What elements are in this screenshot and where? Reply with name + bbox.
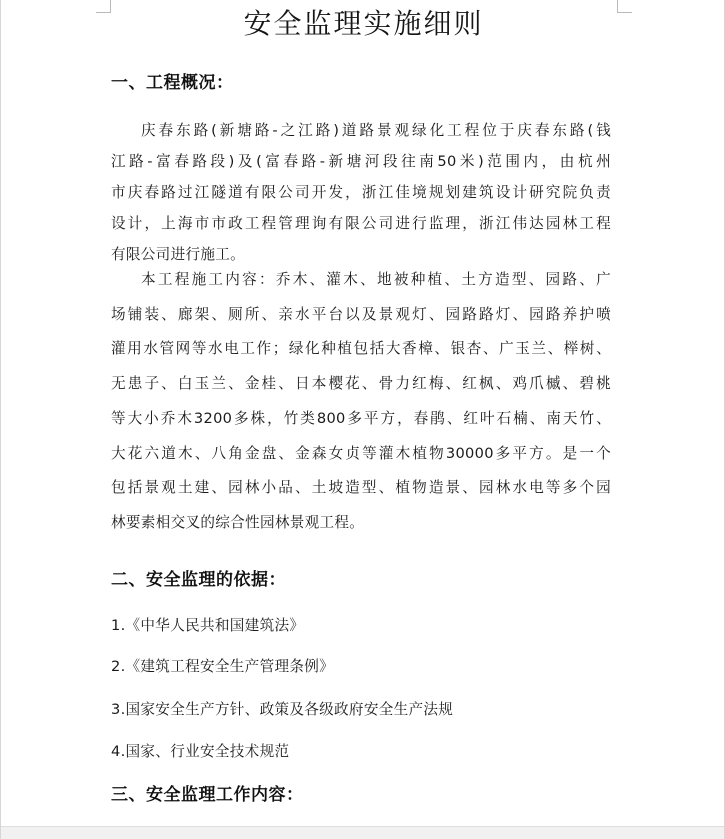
paragraph-line: 市庆春路过江隧道有限公司开发，浙江佳境规划建筑设计研究院负责 [111,184,611,201]
paragraph-line: 江路-富春路段)及(富春路-新塘河段往南50米)范围内，由杭州 [111,153,611,170]
paragraph-line: 等大小乔木3200多株，竹类800多平方，春鹃、红叶石楠、南天竹、 [111,409,611,427]
overview-paragraph-1 [111,115,611,270]
paragraph-line: 灌用水管网等水电工作；绿化种植包括大香樟、银杏、广玉兰、榉树、 [111,340,611,358]
list-item: 4.国家、行业安全技术规范 [111,743,290,760]
paragraph-line: 本工程施工内容：乔木、灌木、地被种植、土方造型、园路、广 [141,271,611,288]
section-heading-work-content: 三、安全监理工作内容： [111,785,304,805]
list-item: 3.国家安全生产方针、政策及各级政府安全生产法规 [111,701,454,718]
list-item: 1.《中华人民共和国建筑法》 [111,617,305,634]
paragraph-line: 场铺装、廊架、厕所、亲水平台以及景观灯、园路路灯、园路养护喷 [111,305,611,323]
overview-paragraph-2 [111,263,611,541]
page-bottom-edge [1,826,725,839]
list-item: 2.《建筑工程安全生产管理条例》 [111,658,335,675]
paragraph-line: 林要素相交叉的综合性园林景观工程。 [111,513,365,531]
paragraph-line: 庆春东路(新塘路-之江路)道路景观绿化工程位于庆春东路(钱 [141,122,611,139]
document-title: 安全监理实施细则 [243,7,484,40]
section-heading-overview: 一、工程概况： [111,73,234,93]
paragraph-line: 设计，上海市市政工程管理询有限公司进行监理，浙江伟达园林工程 [111,215,611,232]
paragraph-line: 无患子、白玉兰、金桂、日本樱花、骨力红梅、红枫、鸡爪槭、碧桃 [111,375,611,393]
paragraph-line: 有限公司进行施工。 [111,246,246,263]
paragraph-line: 大花六道木、八角金盘、金森女贞等灌木植物30000多平方。是一个 [111,444,611,462]
section-heading-basis: 二、安全监理的依据： [111,570,286,590]
paragraph-line: 包括景观土建、园林小品、土坡造型、植物造景、园林水电等多个园 [111,479,611,497]
